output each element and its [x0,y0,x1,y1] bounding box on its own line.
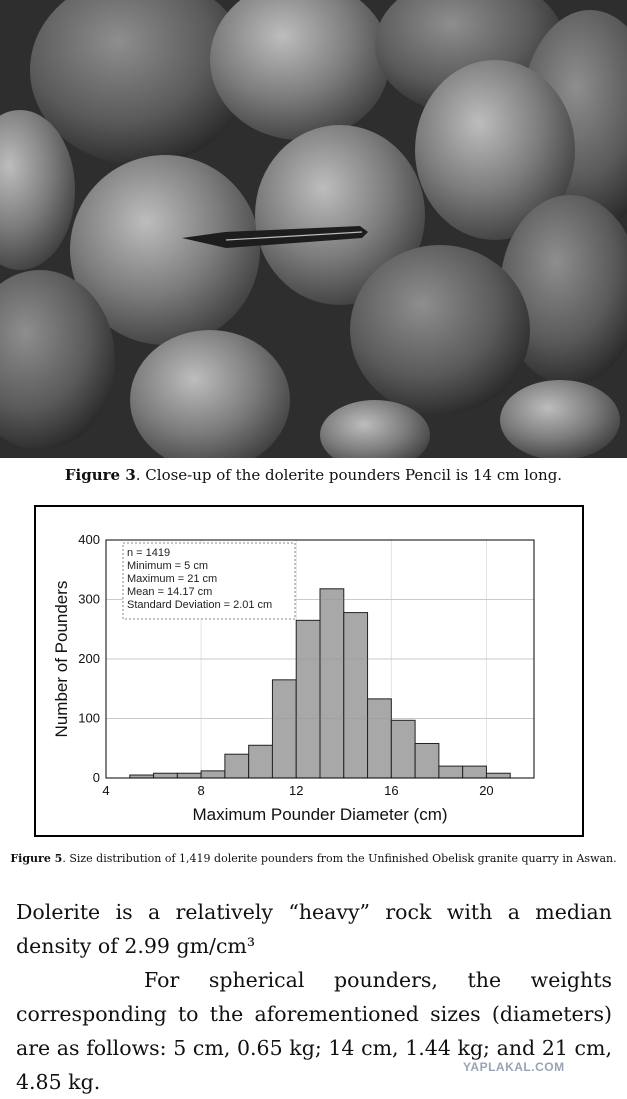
histogram-bar [154,773,178,778]
y-tick-label: 200 [78,651,100,666]
histogram-bar [391,720,415,778]
y-tick-label: 300 [78,591,100,607]
y-tick-label: 100 [78,710,100,726]
histogram-bar [368,699,392,778]
stats-line: Minimum = 5 cm [127,560,208,572]
histogram-bar [439,766,463,778]
y-tick-label: 400 [78,532,100,547]
histogram-bar [344,613,368,778]
histogram-bar [486,773,510,778]
figure-3-caption [0,466,627,484]
figure-5-caption-text: . Size distribution of 1,419 dolerite pounders from the Unfinished Obelisk granite quarry in Aswan. [62,852,617,865]
histogram-bar [415,743,439,778]
figure-5-caption [0,852,627,865]
histogram-bar [249,745,273,778]
histogram-bar [272,680,296,778]
stats-box [123,543,295,619]
histogram-bar [463,766,487,778]
x-tick-label: 20 [479,783,494,798]
y-axis-title: Number of Pounders [52,580,71,738]
histogram-bar [177,773,201,778]
histogram-chart [34,505,584,837]
stats-line: Standard Deviation = 2.01 cm [127,599,273,611]
stats-line: Maximum = 21 cm [127,573,218,585]
paragraph-density: Dolerite is a relatively “heavy” rock with a median density of 2.99 gm/cm³ [16,900,612,958]
figure-5-label: Figure 5 [10,852,63,865]
y-tick-label: 0 [92,770,100,785]
histogram-bar [201,771,225,778]
watermark: YAPLAKAL.COM [463,1060,565,1074]
figure-3-label: Figure 3 [64,466,136,484]
histogram-bar [320,589,344,778]
x-axis-title: Maximum Pounder Diameter (cm) [192,805,448,824]
stats-line: Mean = 14.17 cm [127,586,213,598]
x-tick-label: 4 [102,783,110,798]
paragraph-weights: For spherical pounders, the weights corresponding to the aforementioned sizes (diameters) are as follows: 5 cm, 0.65 kg; 14 cm, 1.44 kg; and 21 cm, 4.85 kg. [16,968,612,1094]
pounders-photo [0,0,627,458]
histogram-bar [225,754,249,778]
pounders-photo-graphic [0,0,627,458]
histogram-svg [36,507,582,835]
x-tick-label: 8 [197,783,205,798]
x-tick-label: 12 [288,783,304,798]
x-tick-label: 16 [384,783,399,798]
figure-3-caption-text: . Close-up of the dolerite pounders Pencil is 14 cm long. [135,466,563,484]
histogram-bar [296,620,320,778]
stats-line: n = 1419 [127,547,171,559]
